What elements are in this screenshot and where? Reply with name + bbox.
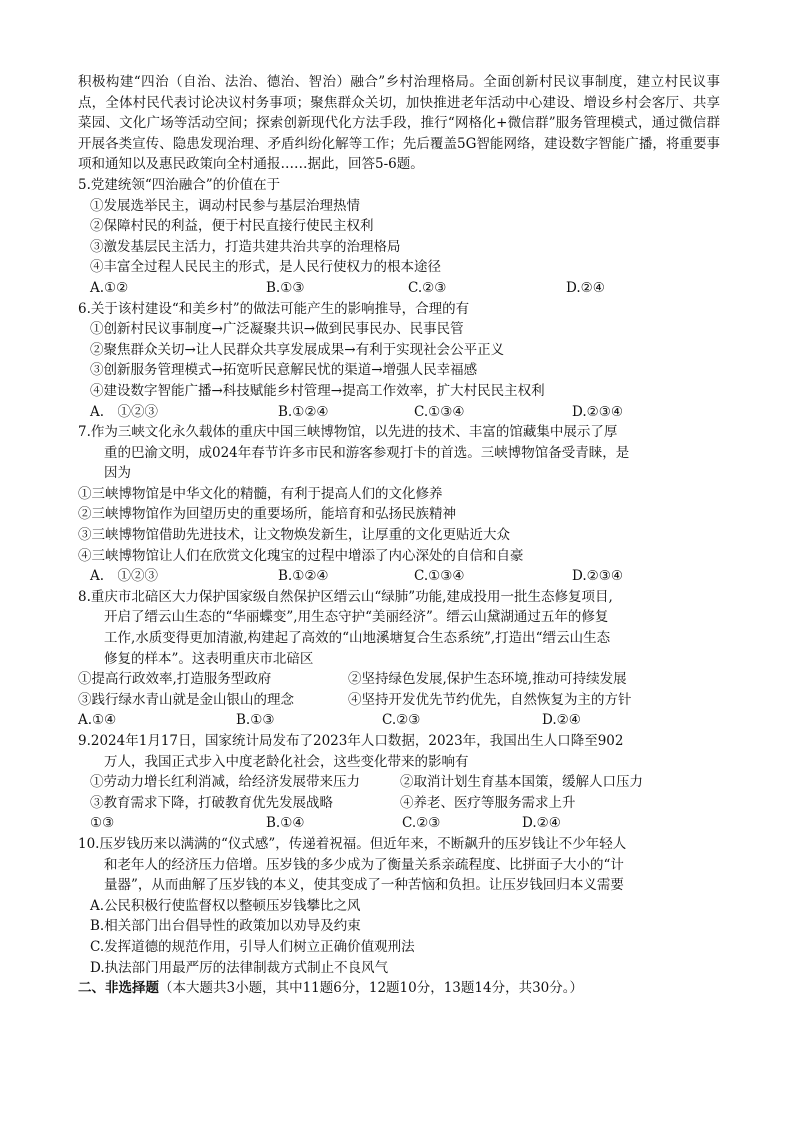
statement-item: ④丰富全过程人民民主的形式，是人民行使权力的根本途径 — [90, 259, 441, 276]
statement-item: ②聚焦群众关切→让人民群众共享发展成果→有利于实现社会公平正义 — [90, 341, 505, 358]
question-stem: 9.2024年1月17日，国家统计局发布了2023年人口数据，2023年，我国出生人口降至902 — [78, 733, 624, 749]
choice-b: B.相关部门出台倡导性的政策加以劝导及约束 — [90, 918, 361, 935]
statement-item: ③激发基层民主活力，打造共建共治共享的治理格局 — [90, 238, 401, 255]
choice-d: D.②④ — [522, 815, 561, 832]
question-10 — [78, 834, 720, 978]
question-stem-cont: 工作,水质变得更加清澈,构建起了高效的“山地溪塘复合生态系统”,打造出“缙云山生态 — [104, 630, 611, 647]
choice-a: A. ①②③ — [90, 568, 159, 585]
choice-d: D.②④ — [542, 712, 581, 729]
question-stem: 7.作为三峡文化永久载体的重庆中国三峡博物馆，以先进的技术、丰富的馆藏集中展示了厚 — [78, 424, 618, 441]
statement-item: ④三峡博物馆让人们在欣赏文化瑰宝的过程中增添了内心深处的自信和自豪 — [78, 547, 524, 564]
choice-d: D.②③④ — [572, 568, 623, 585]
question-stem-cont: 修复的样本”。这表明重庆市北碚区 — [104, 650, 314, 667]
section-note: （本大题共3小题，其中11题6分，12题10分，13题14分，共30分。） — [159, 980, 583, 997]
question-stem: 6.关于该村建设“和美乡村”的做法可能产生的影响推导，合理的有 — [78, 300, 470, 317]
choice-a: ①③ — [90, 815, 115, 832]
choice-c: C.发挥道德的规范作用，引导人们树立正确价值观刑法 — [90, 938, 415, 955]
question-stem-cont: 量器”，从而曲解了压岁钱的本义，使其变成了一种苦恼和负担。让压岁钱回归本义需要 — [104, 877, 624, 894]
statement-row — [78, 669, 720, 690]
answer-choices — [78, 402, 720, 423]
answer-choices — [78, 278, 720, 299]
statement-item: ③三峡博物馆借助先进技术，让文物焕发新生，让厚重的文化更贴近大众 — [78, 527, 510, 544]
choice-c: C.②③ — [408, 279, 447, 296]
question-stem-cont: 开启了缙云山生态的“华丽蝶变”,用生态守护“美丽经济”。缙云山黛湖通过五年的修复 — [104, 609, 609, 626]
choice-b: B.①④ — [266, 815, 305, 832]
question-5 — [78, 175, 720, 299]
answer-choices — [78, 710, 720, 731]
statement-item: ②坚持绿色发展,保护生态环境,推动可持续发展 — [348, 671, 627, 688]
choice-c: C.①③④ — [414, 403, 465, 420]
choice-b: B.①③ — [236, 712, 275, 729]
question-stem: 8.重庆市北碚区大力保护国家级自然保护区缙云山“绿肺”功能,建成投用一批生态修复项目, — [78, 588, 613, 605]
statement-item: ③教育需求下降，打破教育优先发展战略 — [90, 794, 333, 811]
statement-item: ②保障村民的利益，便于村民直接行使民主权利 — [90, 218, 374, 235]
answer-choices — [78, 813, 720, 834]
statement-item: ②三峡博物馆作为回望历史的重要场所，能培育和弘扬民族精神 — [78, 506, 456, 523]
statement-item: ③践行绿水青山就是金山银山的理念 — [78, 691, 294, 708]
choice-d: D.②④ — [566, 279, 605, 296]
choice-a: A. ①②③ — [90, 403, 159, 420]
choice-a: A.①② — [90, 279, 129, 296]
statement-item: ④养老、医疗等服务需求上升 — [400, 794, 576, 811]
question-7 — [78, 422, 720, 587]
question-stem: 5.党建统领“四治融合”的价值在于 — [78, 176, 281, 193]
question-9 — [78, 731, 720, 834]
section-heading — [78, 978, 720, 999]
question-stem-cont: 因为 — [104, 465, 131, 482]
answer-choices — [78, 566, 720, 587]
statement-item: ①创新村民议事制度→广泛凝聚共识→做到民事民办、民事民管 — [90, 321, 464, 338]
choice-a: A.①④ — [78, 712, 117, 729]
question-stem: 10.压岁钱历来以满满的“仪式感”，传递着祝福。但近年来，不断飙升的压岁钱让不少年轻人 — [78, 835, 627, 852]
question-6 — [78, 299, 720, 423]
statement-item: ②取消计划生育基本国策，缓解人口压力 — [400, 774, 643, 791]
choice-c: C.②③ — [402, 815, 441, 832]
choice-c: C.②③ — [382, 712, 421, 729]
choice-b: B.①②④ — [278, 403, 329, 420]
statement-item: ①发展选举民主，调动村民参与基层治理热情 — [90, 197, 360, 214]
question-stem-cont: 和老年人的经济压力倍增。压岁钱的多少成为了衡量关系亲疏程度、比拼面子大小的“计 — [104, 856, 624, 873]
statement-item: ④建设数字智能广播→科技赋能乡村管理→提高工作效率，扩大村民民主权利 — [90, 382, 545, 399]
statement-item: ④坚持开发优先节约优先，自然恢复为主的方针 — [348, 691, 632, 708]
question-stem-cont: 万人，我国正式步入中度老龄化社会，这些变化带来的影响有 — [104, 753, 469, 770]
choice-d: D.②③④ — [572, 403, 623, 420]
choice-b: B.①②④ — [278, 568, 329, 585]
statement-row — [78, 772, 720, 793]
statement-item: ①三峡博物馆是中华文化的精髓，有利于提高人们的文化修养 — [78, 485, 443, 502]
statement-item: ①劳动力增长红利消减，给经济发展带来压力 — [90, 774, 360, 791]
intro-passage: 积极构建“四治（自治、法治、德治、智治）融合”乡村治理格局。全面创新村民议事制度，建立村民议事点，全体村民代表讨论决议村务事项；聚焦群众关切，加快推进老年活动中心建设、增设乡村会客厅、共享菜园、文化广场等活动空间；探索创新现代化方法手段，推行“网格化+微信群”服务管理模式，通过微信群开展各类宣传、隐患发现治理、矛盾纠纷化解等工作；先后覆盖5G智能网络，建设数字智能广播，将重要事项和通知以及惠民政策向全村通报……据此，回答5-6题。 — [78, 74, 720, 173]
statement-item: ①提高行政效率,打造服务型政府 — [78, 671, 272, 688]
question-8 — [78, 587, 720, 731]
question-stem-cont: 重的巴渝文明，成024年春节许多市民和游客参观打卡的首选。三峡博物馆备受青睐，是 — [104, 444, 630, 461]
choice-c: C.①③④ — [414, 568, 465, 585]
statement-row — [78, 793, 720, 814]
statement-item: ③创新服务管理模式→拓宽听民意解民忧的渠道→增强人民幸福感 — [90, 362, 478, 379]
choice-b: B.①③ — [266, 279, 305, 296]
choice-a: A.公民积极行使监督权以整顿压岁钱攀比之风 — [90, 897, 361, 914]
choice-d: D.执法部门用最严厉的法律制裁方式制止不良风气 — [90, 959, 389, 976]
statement-row — [78, 690, 720, 711]
section-title: 二、非选择题 — [78, 980, 159, 997]
